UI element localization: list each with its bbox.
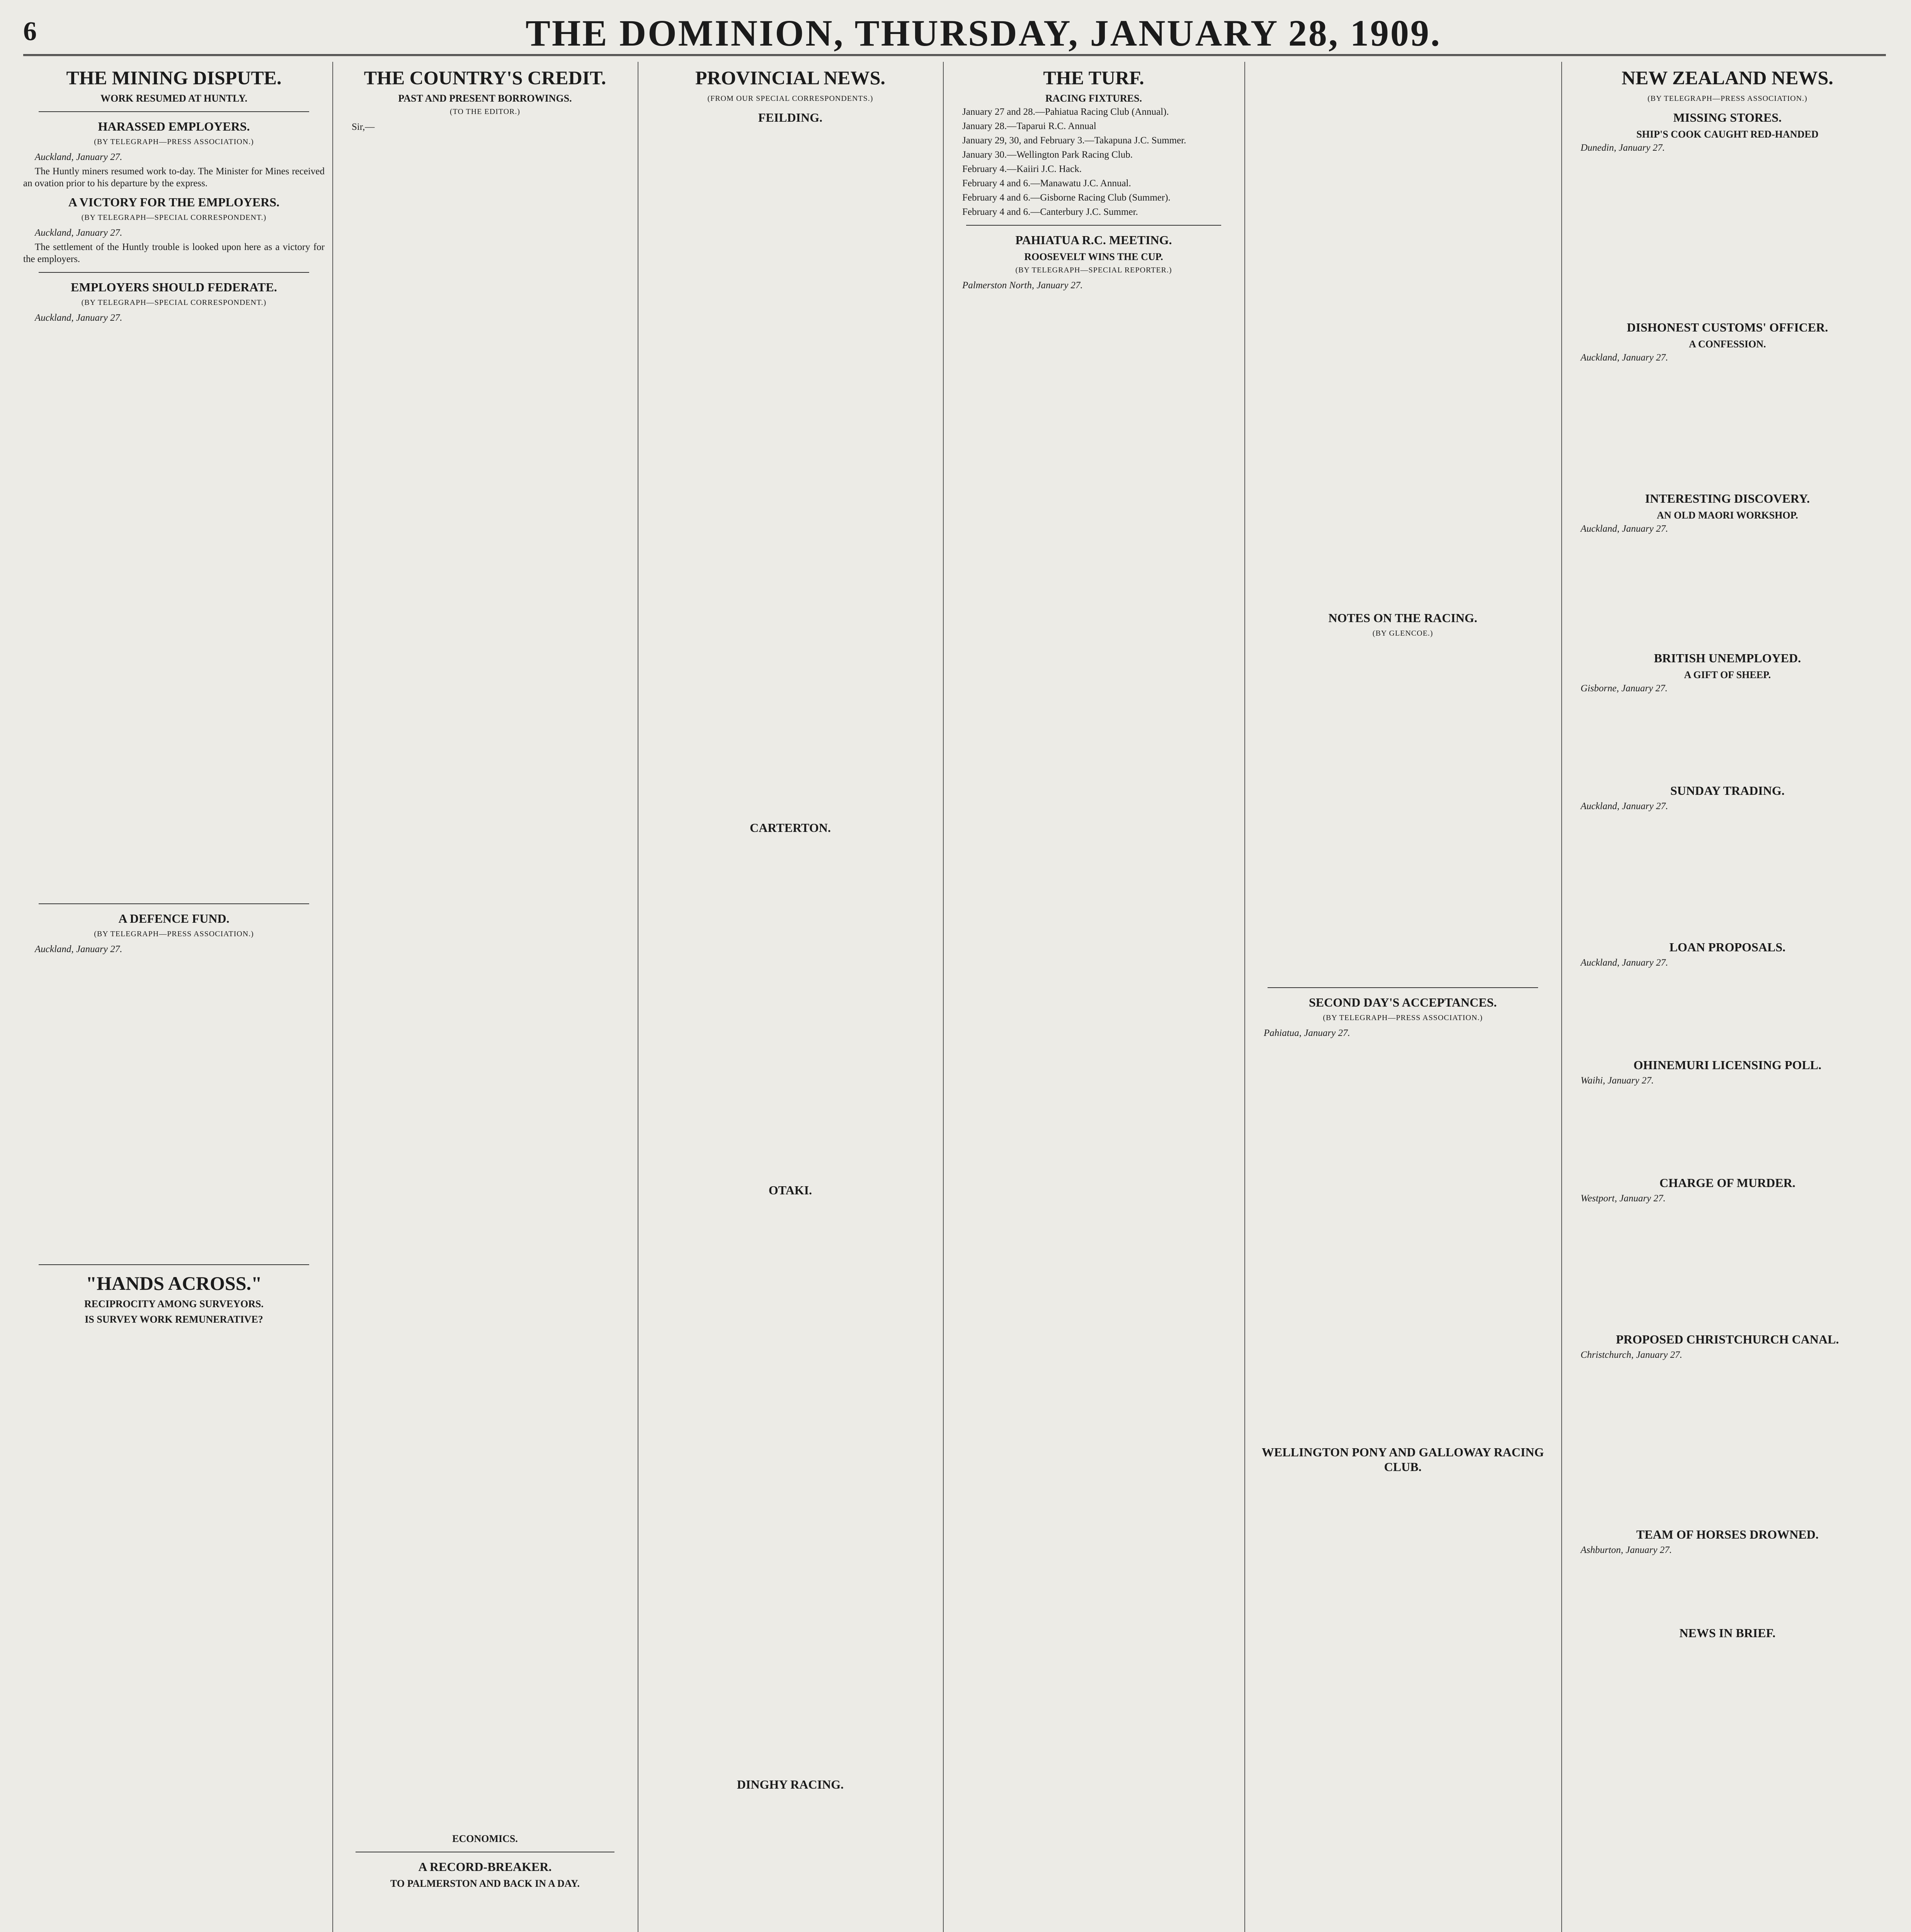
dateline: Auckland, January 27. (35, 228, 123, 238)
section-heading: WELLINGTON PONY AND GALLOWAY RACING CLUB. (1261, 1445, 1544, 1474)
newspaper-title: THE DOMINION, THURSDAY, JANUARY 28, 1909. (526, 12, 1441, 54)
divider (39, 1264, 309, 1265)
byline: (BY TELEGRAPH—PRESS ASSOCIATION.) (1647, 94, 1807, 103)
fixture: February 4 and 6.—Canterbury J.C. Summer. (962, 207, 1138, 217)
dateline: Auckland, January 27. (35, 313, 123, 323)
section-heading: TEAM OF HORSES DROWNED. (1636, 1527, 1819, 1541)
divider (39, 903, 309, 904)
column-rule (332, 62, 333, 1932)
column-mining-dispute (23, 62, 325, 1932)
byline: (FROM OUR SPECIAL CORRESPONDENTS.) (707, 94, 873, 103)
masthead (23, 12, 1886, 56)
deck: AN OLD MAORI WORKSHOP. (1657, 510, 1798, 521)
divider (39, 111, 309, 112)
page-number: 6 (23, 17, 37, 46)
deck: TO PALMERSTON AND BACK IN A DAY. (390, 1878, 580, 1889)
section-heading: DINGHY RACING. (737, 1777, 844, 1791)
fixture: January 28.—Taparui R.C. Annual (962, 121, 1096, 131)
deck: A CONFESSION. (1689, 338, 1766, 350)
fixture: January 27 and 28.—Pahiatua Racing Club (Annual). (962, 107, 1169, 117)
section-heading: SUNDAY TRADING. (1670, 784, 1785, 798)
dateline: Auckland, January 27. (35, 944, 123, 954)
deck: RECIPROCITY AMONG SURVEYORS. (84, 1298, 264, 1310)
headline: NEW ZEALAND NEWS. (1622, 67, 1833, 88)
section-heading: PAHIATUA R.C. MEETING. (1015, 233, 1172, 247)
divider (39, 272, 309, 273)
section-heading: LOAN PROPOSALS. (1669, 940, 1786, 954)
section-heading: DISHONEST CUSTOMS' OFFICER. (1627, 320, 1828, 334)
byline: (BY TELEGRAPH—PRESS ASSOCIATION.) (94, 930, 254, 938)
deck: PAST AND PRESENT BORROWINGS. (398, 93, 572, 104)
section-heading: INTERESTING DISCOVERY. (1645, 492, 1810, 505)
column-new-zealand-news (1569, 62, 1886, 1932)
column-the-turf (951, 62, 1237, 1932)
section-heading: OTAKI. (768, 1183, 812, 1197)
column-rule (943, 62, 944, 1932)
fixture: February 4.—Kaiiri J.C. Hack. (962, 164, 1082, 174)
dateline: Gisborne, January 27. (1581, 683, 1668, 694)
dateline: Christchurch, January 27. (1581, 1350, 1682, 1360)
section-heading: A DEFENCE FUND. (118, 912, 230, 925)
section-heading: NOTES ON THE RACING. (1328, 611, 1477, 625)
deck: A GIFT OF SHEEP. (1684, 669, 1771, 680)
dateline: Dunedin, January 27. (1581, 143, 1665, 153)
section-heading: "HANDS ACROSS." (86, 1272, 262, 1294)
byline: (BY TELEGRAPH—SPECIAL REPORTER.) (1015, 266, 1172, 274)
column-countrys-credit (340, 62, 630, 1932)
column-provincial-news (645, 62, 935, 1932)
divider (966, 225, 1221, 226)
divider (1268, 987, 1538, 988)
section-heading: BRITISH UNEMPLOYED. (1654, 651, 1801, 665)
section-heading: OHINEMURI LICENSING POLL. (1633, 1058, 1822, 1072)
dateline: Auckland, January 27. (35, 152, 123, 162)
section-heading: SECOND DAY'S ACCEPTANCES. (1309, 995, 1497, 1009)
dateline: Auckland, January 27. (1581, 352, 1668, 363)
dateline: Auckland, January 27. (1581, 801, 1668, 811)
headline: PROVINCIAL NEWS. (695, 67, 885, 88)
fixture: February 4 and 6.—Manawatu J.C. Annual. (962, 178, 1131, 189)
dateline: Ashburton, January 27. (1581, 1545, 1672, 1555)
byline: (BY TELEGRAPH—PRESS ASSOCIATION.) (1323, 1014, 1483, 1022)
deck: SHIP'S COOK CAUGHT RED-HANDED (1636, 129, 1819, 140)
column-rule (1244, 62, 1245, 1932)
section-heading: NEWS IN BRIEF. (1679, 1626, 1776, 1640)
dateline: Pahiatua, January 27. (1264, 1028, 1350, 1038)
dateline: Auckland, January 27. (1581, 524, 1668, 534)
paragraph: The settlement of the Huntly trouble is looked upon here as a victory for the employers. (23, 242, 325, 264)
section-heading: RACING FIXTURES. (1045, 93, 1142, 104)
section-heading: ECONOMICS. (452, 1833, 518, 1844)
headline: THE COUNTRY'S CREDIT. (364, 67, 606, 88)
deck: WORK RESUMED AT HUNTLY. (100, 93, 247, 104)
dateline: Waihi, January 27. (1581, 1075, 1654, 1086)
salutation: Sir,— (352, 122, 375, 132)
section-heading: CARTERTON. (750, 821, 831, 835)
section-heading: EMPLOYERS SHOULD FEDERATE. (71, 280, 277, 294)
deck: ROOSEVELT WINS THE CUP. (1024, 251, 1163, 262)
section-heading: CHARGE OF MURDER. (1659, 1176, 1795, 1190)
deck: IS SURVEY WORK REMUNERATIVE? (85, 1314, 263, 1325)
section-heading: HARASSED EMPLOYERS. (98, 119, 250, 133)
fixture: February 4 and 6.—Gisborne Racing Club (Summer). (962, 192, 1171, 203)
section-heading: A VICTORY FOR THE EMPLOYERS. (68, 195, 280, 209)
byline: (BY GLENCOE.) (1372, 629, 1433, 638)
byline: (BY TELEGRAPH—SPECIAL CORRESPONDENT.) (81, 298, 267, 307)
section-heading: MISSING STORES. (1673, 111, 1782, 124)
paragraph: The Huntly miners resumed work to-day. The Minister for Mines received an ovation prior to his departure by the express. (23, 166, 325, 189)
byline: (BY TELEGRAPH—PRESS ASSOCIATION.) (94, 138, 254, 146)
section-heading: FEILDING. (758, 111, 823, 124)
fixture: January 29, 30, and February 3.—Takapuna J.C. Summer. (962, 135, 1186, 146)
section-heading: PROPOSED CHRISTCHURCH CANAL. (1616, 1332, 1839, 1346)
byline: (TO THE EDITOR.) (449, 107, 521, 116)
headline: THE MINING DISPUTE. (66, 67, 282, 88)
dateline: Palmerston North, January 27. (962, 280, 1083, 291)
column-rule (1561, 62, 1562, 1932)
headline: THE TURF. (1043, 67, 1144, 88)
section-heading: A RECORD-BREAKER. (418, 1860, 552, 1874)
column-racing-acceptances (1252, 62, 1554, 1932)
dateline: Auckland, January 27. (1581, 957, 1668, 968)
fixture: January 30.—Wellington Park Racing Club. (962, 150, 1133, 160)
dateline: Westport, January 27. (1581, 1193, 1666, 1204)
byline: (BY TELEGRAPH—SPECIAL CORRESPONDENT.) (81, 213, 267, 222)
